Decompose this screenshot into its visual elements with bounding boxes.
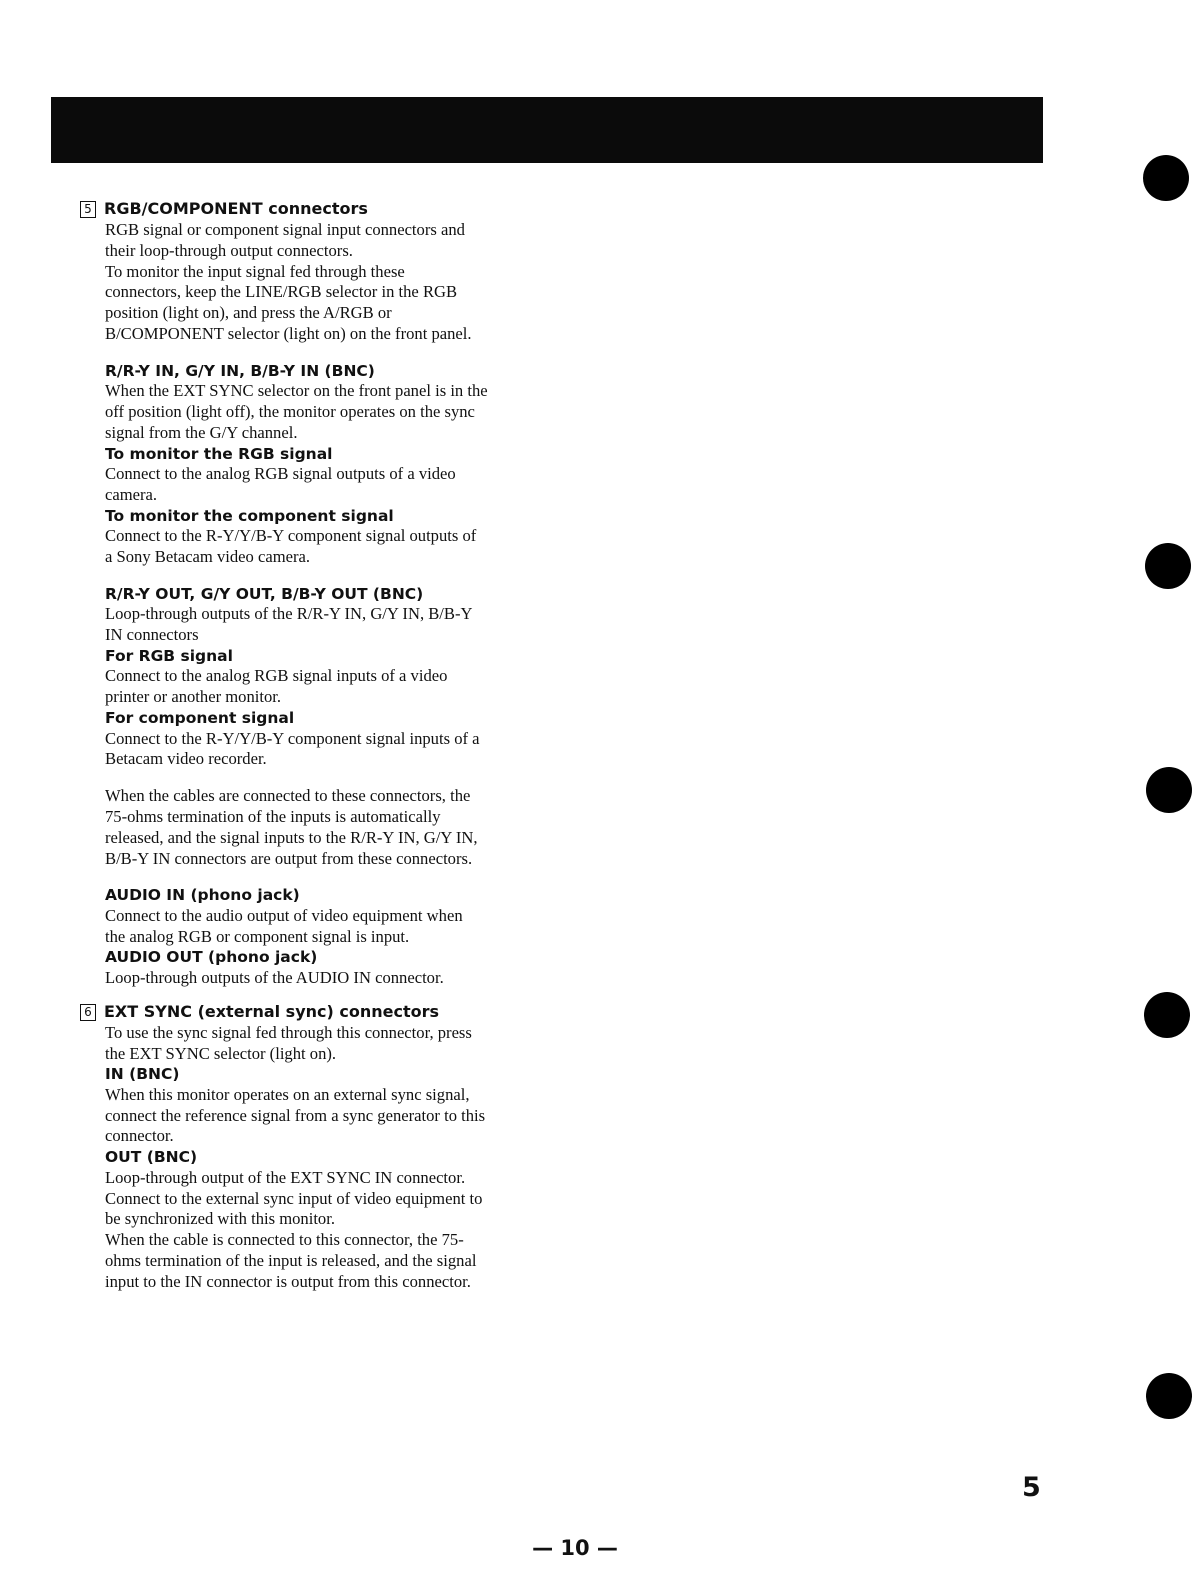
subheading: R/R-Y OUT, G/Y OUT, B/B-Y OUT (BNC) — [105, 584, 424, 603]
section-body — [105, 220, 560, 989]
paragraph: Loop-through outputs of the R/R-Y IN, G/Y IN, B/B-Y IN connectors — [105, 604, 473, 645]
page-content — [80, 198, 560, 1292]
section-title: EXT SYNC (external sync) connectors — [104, 1001, 440, 1021]
paragraph: Loop-through output of the EXT SYNC IN connector. Connect to the external sync input of video equipment to be synchronized with this monitor. When the cable is connected to this connector, the 75- ohms termination of the input is released, and the signal input to the IN connector is output from this connector. — [105, 1167, 483, 1291]
paragraph: Connect to the R-Y/Y/B-Y component signal outputs of a Sony Betacam video camera. — [105, 526, 477, 567]
section-intro: RGB signal or component signal input connectors and their loop-through output connectors. To monitor the input signal fed through these connectors, keep the LINE/RGB selector in the RGB position (light on), and press the A/RGB or B/COMPONENT selector (light on) on the front panel. — [105, 220, 472, 343]
paragraph: Connect to the analog RGB signal outputs of a video camera. — [105, 464, 456, 504]
section-heading — [80, 198, 560, 220]
subheading: For component signal — [105, 709, 295, 728]
subheading: To monitor the component signal — [105, 506, 394, 525]
section-number-box: 5 — [80, 201, 96, 218]
subheading: OUT (BNC) — [105, 1148, 198, 1167]
section-body — [105, 1023, 560, 1293]
paragraph: Connect to the R-Y/Y/B-Y component signal inputs of a Betacam video recorder. — [105, 728, 480, 769]
paragraph: Connect to the analog RGB signal inputs of a video printer or another monitor. — [105, 666, 448, 707]
binder-hole — [1144, 992, 1190, 1038]
binder-hole — [1145, 543, 1191, 589]
paragraph: When this monitor operates on an external sync signal, connect the reference signal from a sync generator to this connector. — [105, 1084, 486, 1146]
section-heading — [80, 1001, 560, 1023]
subheading: To monitor the RGB signal — [105, 444, 333, 463]
header-bar — [51, 97, 1043, 163]
paragraph: Connect to the audio output of video equipment when the analog RGB or component signal is input. — [105, 905, 463, 946]
note-paragraph: When the cables are connected to these connectors, the 75-ohms termination of the inputs is automatically released, and the signal inputs to the R/R-Y IN, G/Y IN, B/B-Y IN connectors are output from these connectors. — [105, 786, 478, 868]
binder-hole — [1146, 767, 1192, 813]
page-number: 5 — [1022, 1472, 1041, 1503]
section-intro: To use the sync signal fed through this connector, press the EXT SYNC selector (light on). — [105, 1022, 472, 1063]
binder-hole — [1146, 1373, 1192, 1419]
binder-hole — [1143, 155, 1189, 201]
subheading: For RGB signal — [105, 646, 233, 665]
subheading: AUDIO OUT (phono jack) — [105, 948, 318, 967]
paragraph: Loop-through outputs of the AUDIO IN connector. — [105, 967, 444, 987]
paragraph: When the EXT SYNC selector on the front panel is in the off position (light off), the monitor operates on the sync signal from the G/Y channel. — [105, 381, 488, 442]
subheading: R/R-Y IN, G/Y IN, B/B-Y IN (BNC) — [105, 361, 375, 380]
folio: — 10 — — [532, 1536, 618, 1560]
section-title: RGB/COMPONENT connectors — [104, 199, 368, 218]
subheading: IN (BNC) — [105, 1065, 180, 1084]
subheading: AUDIO IN (phono jack) — [105, 886, 300, 905]
section-number-box: 6 — [80, 1004, 96, 1021]
